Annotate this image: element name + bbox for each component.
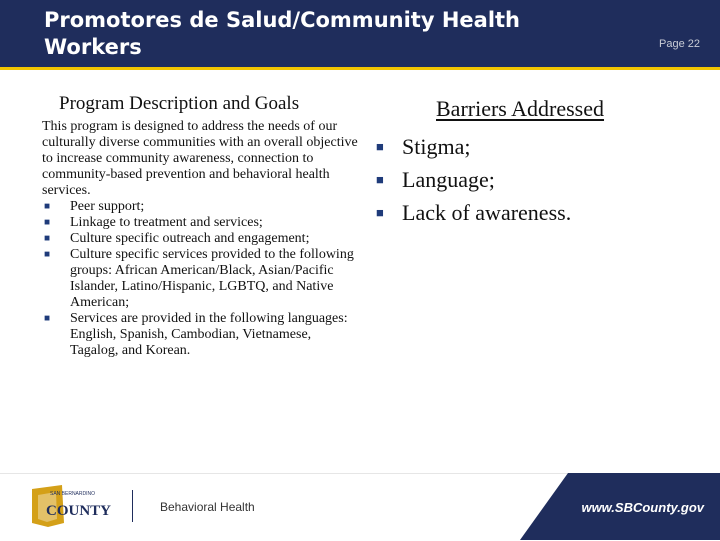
page-number: Page 22 [659,38,700,50]
list-item: ■ Lack of awareness. [376,196,571,229]
square-bullet-icon: ■ [44,313,51,324]
website-url[interactable]: www.SBCounty.gov [581,500,704,515]
program-description-heading: Program Description and Goals [59,93,300,114]
square-bullet-icon: ■ [376,205,384,220]
list-item: ■ Stigma; [376,130,571,163]
department-name: Behavioral Health [160,500,255,514]
list-item: ■ Peer support; [44,199,145,214]
list-item: ■ Culture specific outreach and engagement; [44,231,310,246]
square-bullet-icon: ■ [44,233,51,244]
square-bullet-icon: ■ [44,249,51,260]
program-intro: This program is designed to address the needs of our culturally diverse communities with an overall objective to increase community awareness, connection to community-based prevention and behavioral health services. [42,119,358,198]
slide-title: Promotores de Salud/Community Health Workers [44,8,521,59]
logo-top-text: SAN BERNARDINO [50,491,96,497]
logo-name-text: COUNTY [46,503,112,519]
footer-divider [132,490,133,522]
barriers-list [376,130,571,229]
square-bullet-icon: ■ [376,172,384,187]
barriers-heading: Barriers Addressed [436,96,605,121]
list-item: ■ Language; [376,163,571,196]
square-bullet-icon: ■ [44,201,51,212]
footer-slant-shape [520,473,568,540]
list-item: ■ Services are provided in the following languages: English, Spanish, Cambodian, Vietnamese, Tagalog, and Korean. [44,311,348,358]
list-item: ■ Culture specific services provided to the following groups: African American/Black, Asian/Pacific Islander, Latino/Hispanic, LGBTQ, and Native American; [44,247,354,310]
header-accent-line [0,67,720,70]
list-item: ■ Linkage to treatment and services; [44,215,263,230]
program-description [42,119,360,359]
program-goals-list [42,199,360,359]
county-logo [28,483,148,529]
square-bullet-icon: ■ [44,217,51,228]
square-bullet-icon: ■ [376,139,384,154]
